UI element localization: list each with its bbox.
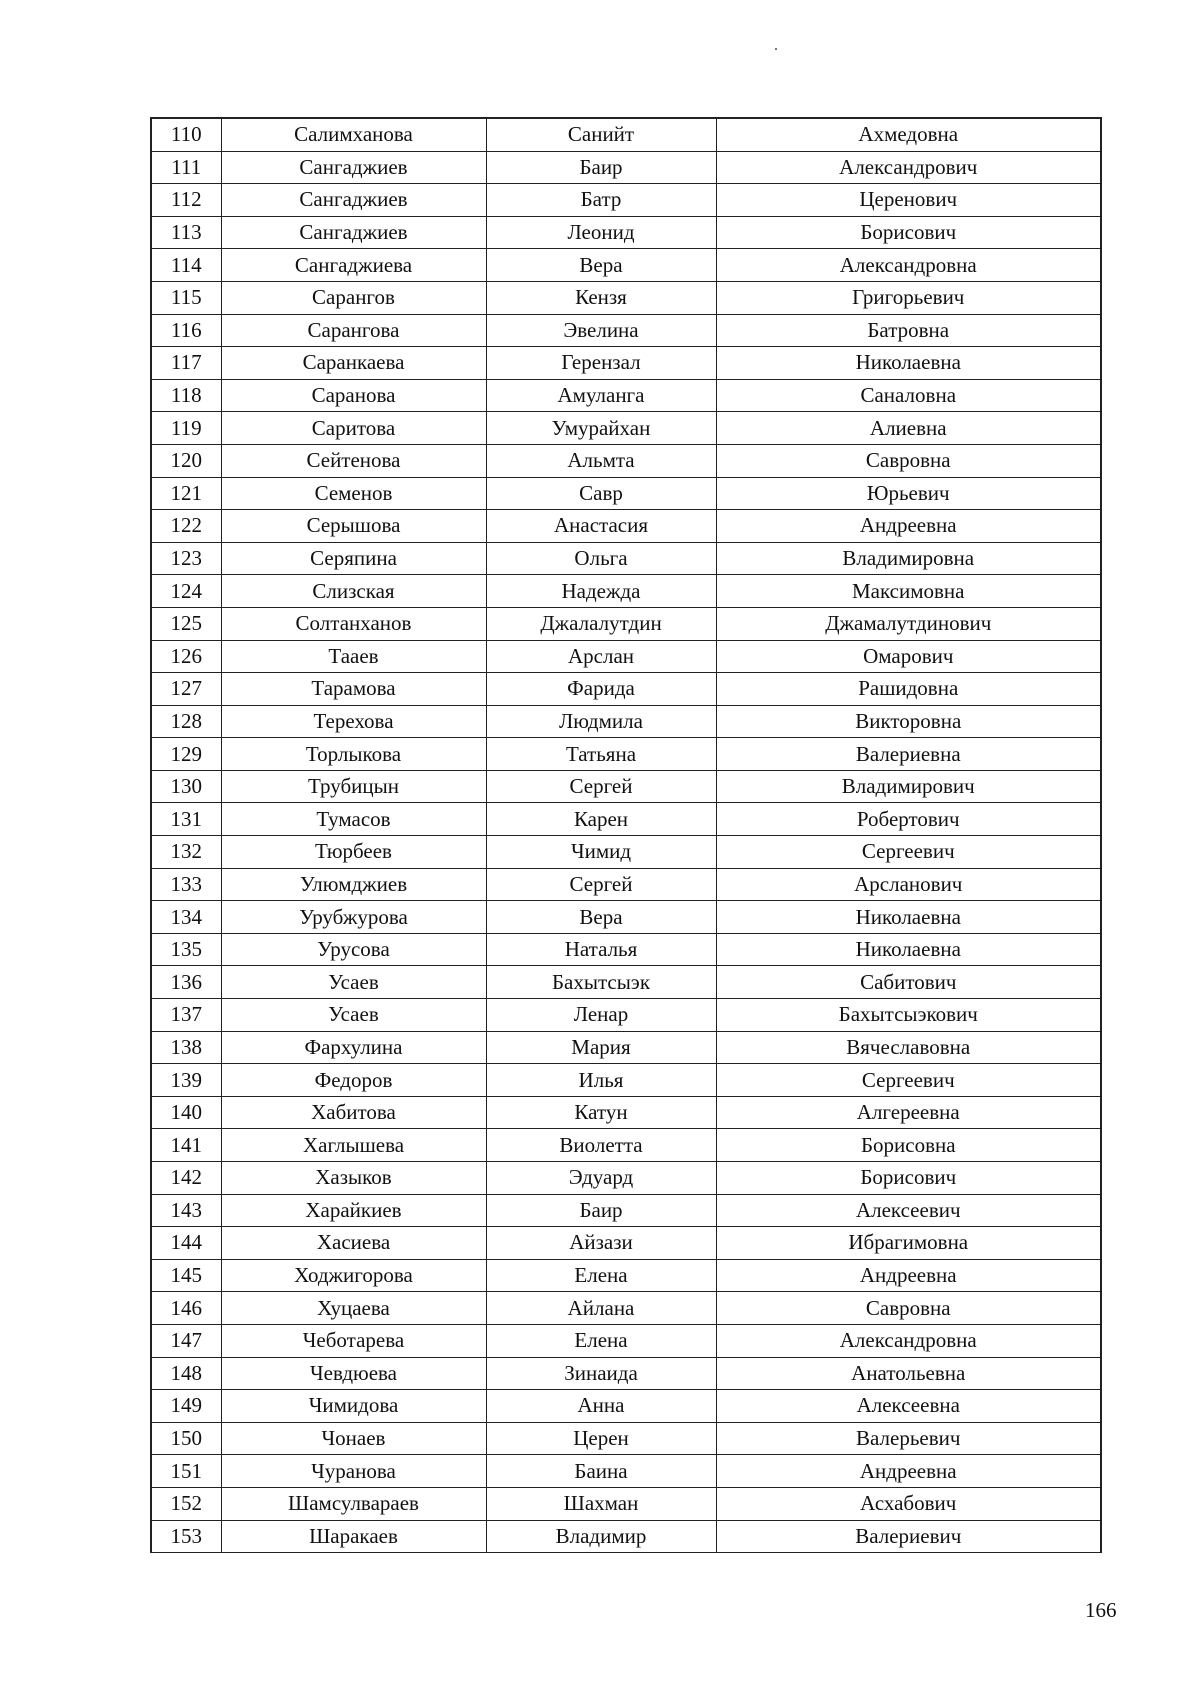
patronymic-cell: Владимирович bbox=[716, 770, 1101, 803]
last-name-cell: Сейтенова bbox=[221, 444, 486, 477]
table-row bbox=[151, 966, 1101, 999]
first-name-cell: Альмта bbox=[486, 444, 716, 477]
patronymic-cell: Церенович bbox=[716, 184, 1101, 217]
first-name-cell: Илья bbox=[486, 1064, 716, 1097]
last-name-cell: Салимханова bbox=[221, 118, 486, 151]
first-name-cell: Зинаида bbox=[486, 1357, 716, 1390]
table-row bbox=[151, 1194, 1101, 1227]
last-name-cell: Сангаджиев bbox=[221, 216, 486, 249]
row-number-cell: 140 bbox=[151, 1096, 221, 1129]
first-name-cell: Баир bbox=[486, 1194, 716, 1227]
table-row bbox=[151, 1390, 1101, 1423]
last-name-cell: Фархулина bbox=[221, 1031, 486, 1064]
table-row bbox=[151, 1487, 1101, 1520]
last-name-cell: Урусова bbox=[221, 933, 486, 966]
row-number-cell: 121 bbox=[151, 477, 221, 510]
last-name-cell: Солтанханов bbox=[221, 607, 486, 640]
patronymic-cell: Рашидовна bbox=[716, 673, 1101, 706]
names-table-body bbox=[151, 118, 1101, 1553]
row-number-cell: 143 bbox=[151, 1194, 221, 1227]
last-name-cell: Сарангов bbox=[221, 281, 486, 314]
row-number-cell: 114 bbox=[151, 249, 221, 282]
first-name-cell: Сергей bbox=[486, 770, 716, 803]
last-name-cell: Усаев bbox=[221, 999, 486, 1032]
first-name-cell: Наталья bbox=[486, 933, 716, 966]
row-number-cell: 116 bbox=[151, 314, 221, 347]
row-number-cell: 125 bbox=[151, 607, 221, 640]
table-row bbox=[151, 575, 1101, 608]
row-number-cell: 130 bbox=[151, 770, 221, 803]
first-name-cell: Амуланга bbox=[486, 379, 716, 412]
table-row bbox=[151, 1064, 1101, 1097]
patronymic-cell: Викторовна bbox=[716, 705, 1101, 738]
row-number-cell: 133 bbox=[151, 868, 221, 901]
row-number-cell: 117 bbox=[151, 347, 221, 380]
table-row bbox=[151, 868, 1101, 901]
table-row bbox=[151, 607, 1101, 640]
row-number-cell: 113 bbox=[151, 216, 221, 249]
row-number-cell: 134 bbox=[151, 901, 221, 934]
patronymic-cell: Алексеевна bbox=[716, 1390, 1101, 1423]
first-name-cell: Мария bbox=[486, 1031, 716, 1064]
row-number-cell: 111 bbox=[151, 151, 221, 184]
table-row bbox=[151, 1259, 1101, 1292]
patronymic-cell: Вячеславовна bbox=[716, 1031, 1101, 1064]
first-name-cell: Катун bbox=[486, 1096, 716, 1129]
first-name-cell: Леонид bbox=[486, 216, 716, 249]
table-row bbox=[151, 770, 1101, 803]
patronymic-cell: Сергеевич bbox=[716, 1064, 1101, 1097]
first-name-cell: Батр bbox=[486, 184, 716, 217]
patronymic-cell: Григорьевич bbox=[716, 281, 1101, 314]
first-name-cell: Сергей bbox=[486, 868, 716, 901]
last-name-cell: Тарамова bbox=[221, 673, 486, 706]
patronymic-cell: Александровна bbox=[716, 249, 1101, 282]
last-name-cell: Саранова bbox=[221, 379, 486, 412]
patronymic-cell: Андреевна bbox=[716, 1455, 1101, 1488]
first-name-cell: Церен bbox=[486, 1422, 716, 1455]
table-row bbox=[151, 281, 1101, 314]
row-number-cell: 119 bbox=[151, 412, 221, 445]
last-name-cell: Семенов bbox=[221, 477, 486, 510]
table-row bbox=[151, 151, 1101, 184]
last-name-cell: Чевдюева bbox=[221, 1357, 486, 1390]
first-name-cell: Ольга bbox=[486, 542, 716, 575]
first-name-cell: Бахытсыэк bbox=[486, 966, 716, 999]
scan-artifact-dot bbox=[775, 48, 777, 50]
table-row bbox=[151, 640, 1101, 673]
patronymic-cell: Александрович bbox=[716, 151, 1101, 184]
table-row bbox=[151, 477, 1101, 510]
row-number-cell: 131 bbox=[151, 803, 221, 836]
patronymic-cell: Борисович bbox=[716, 1162, 1101, 1195]
last-name-cell: Тумасов bbox=[221, 803, 486, 836]
last-name-cell: Чимидова bbox=[221, 1390, 486, 1423]
patronymic-cell: Валериевна bbox=[716, 738, 1101, 771]
first-name-cell: Вера bbox=[486, 249, 716, 282]
patronymic-cell: Ахмедовна bbox=[716, 118, 1101, 151]
last-name-cell: Тааев bbox=[221, 640, 486, 673]
patronymic-cell: Алиевна bbox=[716, 412, 1101, 445]
patronymic-cell: Сергеевич bbox=[716, 836, 1101, 869]
first-name-cell: Фарида bbox=[486, 673, 716, 706]
first-name-cell: Умурайхан bbox=[486, 412, 716, 445]
table-row bbox=[151, 1096, 1101, 1129]
patronymic-cell: Робертович bbox=[716, 803, 1101, 836]
last-name-cell: Хаглышева bbox=[221, 1129, 486, 1162]
last-name-cell: Хуцаева bbox=[221, 1292, 486, 1325]
table-row bbox=[151, 1031, 1101, 1064]
last-name-cell: Тюрбеев bbox=[221, 836, 486, 869]
table-row bbox=[151, 1292, 1101, 1325]
row-number-cell: 146 bbox=[151, 1292, 221, 1325]
patronymic-cell: Андреевна bbox=[716, 510, 1101, 543]
table-row bbox=[151, 673, 1101, 706]
last-name-cell: Урубжурова bbox=[221, 901, 486, 934]
first-name-cell: Герензал bbox=[486, 347, 716, 380]
page-number: 166 bbox=[1085, 1598, 1117, 1622]
table-row bbox=[151, 379, 1101, 412]
patronymic-cell: Николаевна bbox=[716, 347, 1101, 380]
last-name-cell: Терехова bbox=[221, 705, 486, 738]
row-number-cell: 132 bbox=[151, 836, 221, 869]
row-number-cell: 147 bbox=[151, 1324, 221, 1357]
row-number-cell: 144 bbox=[151, 1227, 221, 1260]
table-row bbox=[151, 1422, 1101, 1455]
last-name-cell: Ходжигорова bbox=[221, 1259, 486, 1292]
first-name-cell: Вера bbox=[486, 901, 716, 934]
first-name-cell: Анна bbox=[486, 1390, 716, 1423]
first-name-cell: Елена bbox=[486, 1259, 716, 1292]
first-name-cell: Карен bbox=[486, 803, 716, 836]
row-number-cell: 145 bbox=[151, 1259, 221, 1292]
patronymic-cell: Анатольевна bbox=[716, 1357, 1101, 1390]
patronymic-cell: Арсланович bbox=[716, 868, 1101, 901]
patronymic-cell: Андреевна bbox=[716, 1259, 1101, 1292]
table-row bbox=[151, 510, 1101, 543]
row-number-cell: 149 bbox=[151, 1390, 221, 1423]
first-name-cell: Шахман bbox=[486, 1487, 716, 1520]
table-row bbox=[151, 249, 1101, 282]
table-row bbox=[151, 444, 1101, 477]
row-number-cell: 150 bbox=[151, 1422, 221, 1455]
patronymic-cell: Николаевна bbox=[716, 933, 1101, 966]
last-name-cell: Сарангова bbox=[221, 314, 486, 347]
patronymic-cell: Алгереевна bbox=[716, 1096, 1101, 1129]
table-row bbox=[151, 705, 1101, 738]
row-number-cell: 115 bbox=[151, 281, 221, 314]
table-row bbox=[151, 1357, 1101, 1390]
last-name-cell: Серяпина bbox=[221, 542, 486, 575]
table-row bbox=[151, 184, 1101, 217]
row-number-cell: 141 bbox=[151, 1129, 221, 1162]
row-number-cell: 112 bbox=[151, 184, 221, 217]
patronymic-cell: Савровна bbox=[716, 444, 1101, 477]
first-name-cell: Анастасия bbox=[486, 510, 716, 543]
first-name-cell: Виолетта bbox=[486, 1129, 716, 1162]
last-name-cell: Хабитова bbox=[221, 1096, 486, 1129]
table-row bbox=[151, 738, 1101, 771]
patronymic-cell: Николаевна bbox=[716, 901, 1101, 934]
patronymic-cell: Алексеевич bbox=[716, 1194, 1101, 1227]
first-name-cell: Савр bbox=[486, 477, 716, 510]
first-name-cell: Татьяна bbox=[486, 738, 716, 771]
patronymic-cell: Омарович bbox=[716, 640, 1101, 673]
table-row bbox=[151, 118, 1101, 151]
table-row bbox=[151, 216, 1101, 249]
last-name-cell: Сангаджиева bbox=[221, 249, 486, 282]
table-row bbox=[151, 1455, 1101, 1488]
table-row bbox=[151, 1520, 1101, 1553]
patronymic-cell: Юрьевич bbox=[716, 477, 1101, 510]
table-row bbox=[151, 1162, 1101, 1195]
row-number-cell: 136 bbox=[151, 966, 221, 999]
patronymic-cell: Бахытсыэкович bbox=[716, 999, 1101, 1032]
patronymic-cell: Асхабович bbox=[716, 1487, 1101, 1520]
row-number-cell: 137 bbox=[151, 999, 221, 1032]
last-name-cell: Саранкаева bbox=[221, 347, 486, 380]
patronymic-cell: Борисович bbox=[716, 216, 1101, 249]
last-name-cell: Чуранова bbox=[221, 1455, 486, 1488]
first-name-cell: Ленар bbox=[486, 999, 716, 1032]
row-number-cell: 148 bbox=[151, 1357, 221, 1390]
table-row bbox=[151, 314, 1101, 347]
first-name-cell: Кензя bbox=[486, 281, 716, 314]
last-name-cell: Слизская bbox=[221, 575, 486, 608]
patronymic-cell: Валериевич bbox=[716, 1520, 1101, 1553]
row-number-cell: 126 bbox=[151, 640, 221, 673]
table-row bbox=[151, 1324, 1101, 1357]
row-number-cell: 118 bbox=[151, 379, 221, 412]
patronymic-cell: Саналовна bbox=[716, 379, 1101, 412]
table-row bbox=[151, 347, 1101, 380]
last-name-cell: Сангаджиев bbox=[221, 151, 486, 184]
first-name-cell: Надежда bbox=[486, 575, 716, 608]
first-name-cell: Эдуард bbox=[486, 1162, 716, 1195]
first-name-cell: Баина bbox=[486, 1455, 716, 1488]
last-name-cell: Серышова bbox=[221, 510, 486, 543]
patronymic-cell: Савровна bbox=[716, 1292, 1101, 1325]
row-number-cell: 138 bbox=[151, 1031, 221, 1064]
patronymic-cell: Сабитович bbox=[716, 966, 1101, 999]
last-name-cell: Чонаев bbox=[221, 1422, 486, 1455]
last-name-cell: Улюмджиев bbox=[221, 868, 486, 901]
table-row bbox=[151, 1129, 1101, 1162]
row-number-cell: 124 bbox=[151, 575, 221, 608]
patronymic-cell: Борисовна bbox=[716, 1129, 1101, 1162]
first-name-cell: Чимид bbox=[486, 836, 716, 869]
first-name-cell: Арслан bbox=[486, 640, 716, 673]
row-number-cell: 152 bbox=[151, 1487, 221, 1520]
patronymic-cell: Ибрагимовна bbox=[716, 1227, 1101, 1260]
last-name-cell: Трубицын bbox=[221, 770, 486, 803]
row-number-cell: 127 bbox=[151, 673, 221, 706]
last-name-cell: Шамсулвараев bbox=[221, 1487, 486, 1520]
first-name-cell: Владимир bbox=[486, 1520, 716, 1553]
row-number-cell: 153 bbox=[151, 1520, 221, 1553]
table-row bbox=[151, 803, 1101, 836]
last-name-cell: Саритова bbox=[221, 412, 486, 445]
row-number-cell: 142 bbox=[151, 1162, 221, 1195]
table-row bbox=[151, 1227, 1101, 1260]
table-row bbox=[151, 999, 1101, 1032]
table-row bbox=[151, 412, 1101, 445]
row-number-cell: 122 bbox=[151, 510, 221, 543]
last-name-cell: Чеботарева bbox=[221, 1324, 486, 1357]
first-name-cell: Джалалутдин bbox=[486, 607, 716, 640]
row-number-cell: 151 bbox=[151, 1455, 221, 1488]
row-number-cell: 128 bbox=[151, 705, 221, 738]
row-number-cell: 135 bbox=[151, 933, 221, 966]
patronymic-cell: Максимовна bbox=[716, 575, 1101, 608]
row-number-cell: 123 bbox=[151, 542, 221, 575]
first-name-cell: Айлана bbox=[486, 1292, 716, 1325]
table-row bbox=[151, 933, 1101, 966]
table-row bbox=[151, 901, 1101, 934]
patronymic-cell: Александровна bbox=[716, 1324, 1101, 1357]
table-row bbox=[151, 542, 1101, 575]
last-name-cell: Харайкиев bbox=[221, 1194, 486, 1227]
table-row bbox=[151, 836, 1101, 869]
first-name-cell: Людмила bbox=[486, 705, 716, 738]
row-number-cell: 110 bbox=[151, 118, 221, 151]
last-name-cell: Усаев bbox=[221, 966, 486, 999]
first-name-cell: Айзази bbox=[486, 1227, 716, 1260]
last-name-cell: Хазыков bbox=[221, 1162, 486, 1195]
patronymic-cell: Батровна bbox=[716, 314, 1101, 347]
first-name-cell: Елена bbox=[486, 1324, 716, 1357]
last-name-cell: Шаракаев bbox=[221, 1520, 486, 1553]
last-name-cell: Хасиева bbox=[221, 1227, 486, 1260]
first-name-cell: Баир bbox=[486, 151, 716, 184]
patronymic-cell: Владимировна bbox=[716, 542, 1101, 575]
names-table bbox=[150, 117, 1102, 1553]
first-name-cell: Санийт bbox=[486, 118, 716, 151]
last-name-cell: Торлыкова bbox=[221, 738, 486, 771]
first-name-cell: Эвелина bbox=[486, 314, 716, 347]
last-name-cell: Сангаджиев bbox=[221, 184, 486, 217]
patronymic-cell: Валерьевич bbox=[716, 1422, 1101, 1455]
row-number-cell: 129 bbox=[151, 738, 221, 771]
patronymic-cell: Джамалутдинович bbox=[716, 607, 1101, 640]
row-number-cell: 139 bbox=[151, 1064, 221, 1097]
row-number-cell: 120 bbox=[151, 444, 221, 477]
last-name-cell: Федоров bbox=[221, 1064, 486, 1097]
